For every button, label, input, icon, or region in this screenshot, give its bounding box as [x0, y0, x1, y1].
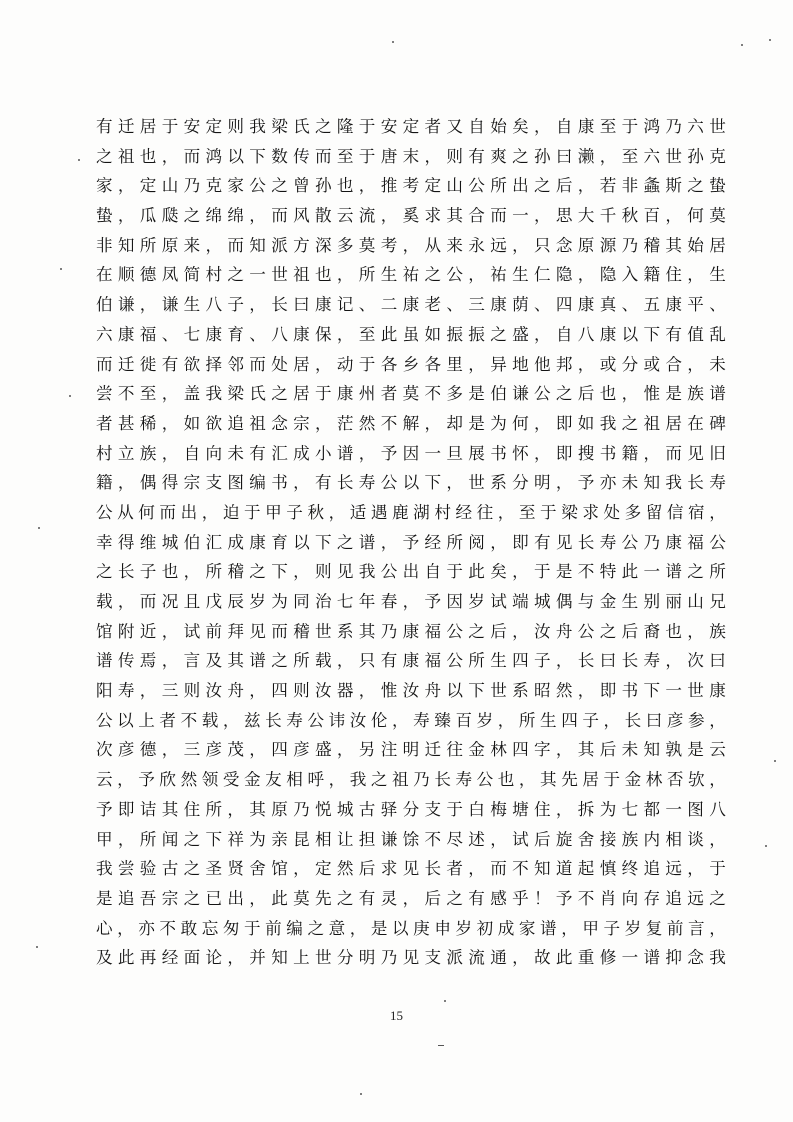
text-line: 籍，偶得宗支图编书，有长寿公以下，世系分明，予亦未知我长寿: [96, 473, 726, 493]
text-line: 之长子也，所稽之下，则见我公出自于此矣，于是不特此一谱之所: [96, 562, 726, 582]
text-line: 尝不至，盖我梁氏之居于康州者莫不多是伯谦公之后也，惟是族谱: [96, 384, 726, 404]
text-line: 六康福、七康育、八康保，至此虽如振振之盛，自八康以下有值乱: [96, 324, 726, 344]
text-line: 馆附近，试前拜见而稽世系其乃康福公之后，汝舟公之后裔也，族: [96, 621, 726, 641]
scan-speck: [360, 1093, 362, 1095]
scan-speck: [60, 268, 62, 270]
text-line: 甲，所闻之下祥为亲昆相让担谦馀不尽述，试后旋舍接族内相谈，: [96, 829, 726, 849]
body-text: [96, 112, 726, 973]
text-line: 载，而况且戊辰岁为同治七年春，予因岁试端城偶与金生别丽山兄: [96, 592, 726, 611]
scan-speck: [765, 845, 767, 847]
text-line: 非知所原来，而知派方深多莫考，从来永远，只念原源乃稽其始居: [96, 235, 726, 255]
scan-speck: [69, 395, 71, 397]
scan-speck: [78, 159, 80, 161]
text-line: 幸得维城伯汇成康育以下之谱，予经所阅，即有见长寿公乃康福公: [96, 532, 726, 552]
text-line: 云，予欣然领受金友相呼，我之祖乃长寿公也，其先居于金林否欤，: [96, 770, 726, 790]
text-line: 公以上者不载，兹长寿公讳汝伦，寿臻百岁，所生四子，长曰彦参，: [96, 710, 726, 730]
text-line: 及此再经面论，并知上世分明乃见支派流通，故此重修一谱抑念我: [96, 948, 726, 968]
scan-speck: [444, 1000, 446, 1002]
scan-speck: [774, 760, 776, 762]
text-line: 之祖也，而鸿以下数传而至于唐末，则有爽之孙曰濑，至六世孙克: [96, 146, 726, 166]
text-line: 有迁居于安定则我梁氏之隆于安定者又自始矣，自康至于鸿乃六世: [96, 117, 726, 136]
text-line: 公从何而出，迫于甲子秋，适遇鹿湖村经往，至于梁求处多留信宿，: [96, 502, 726, 522]
text-line: 我尝验古之圣贤舍馆，定然后求见长者，而不知道起慎终追远，于: [96, 859, 726, 879]
text-line: 是追吾宗之已出，此莫先之有灵，后之有感乎！予不肖向存追远之: [96, 888, 726, 908]
text-line: 心，亦不敢忘匆于前编之意，是以庚申岁初成家谱，甲子岁复前言，: [96, 918, 726, 938]
text-line: 者甚稀，如欲追祖念宗，茫然不解，却是为何，即如我之祖居在碑: [96, 413, 726, 433]
text-line: 伯谦，谦生八子，长曰康记、二康老、三康荫、四康真、五康平、: [96, 295, 726, 315]
text-line: 次彦德，三彦茂，四彦盛，另注明迁往金林四字，其后未知孰是云: [96, 740, 726, 760]
text-line: 而迁徙有欲择邻而处居，动于各乡各里，异地他邦，或分或合，未: [96, 354, 726, 374]
text-line: 予即诘其住所，其原乃悦城古驿分支于白梅塘住，拆为七都一图八: [96, 799, 726, 819]
scan-speck: [36, 946, 38, 948]
text-line: 谱传焉，言及其谱之所载，只有康福公所生四子，长曰长寿，次曰: [96, 651, 726, 671]
page-number: 15: [390, 1008, 403, 1023]
text-line: 在顺德凤简村之一世祖也，所生祐之公，祐生仁隐，隐入籍住，生: [96, 265, 726, 285]
scan-speck: [769, 39, 771, 41]
scan-speck: [741, 44, 743, 46]
scan-speck: [38, 527, 40, 529]
scan-speck: [392, 41, 394, 43]
text-line: 阳寿，三则汝舟，四则汝器，惟汝舟以下世系昭然，即书下一世康: [96, 681, 726, 701]
text-line: 村立族，自向未有汇成小谱，予因一旦展书怀，即搜书籍，而见旧: [96, 443, 726, 463]
text-line: 蛰，瓜瓞之绵绵，而风散云流，奚求其合而一，思大千秋百，何莫: [96, 206, 726, 226]
scan-speck: [438, 1045, 444, 1046]
text-line: 家，定山乃克家公之曾孙也，推考定山公所出之后，若非螽斯之蛰: [96, 176, 726, 196]
